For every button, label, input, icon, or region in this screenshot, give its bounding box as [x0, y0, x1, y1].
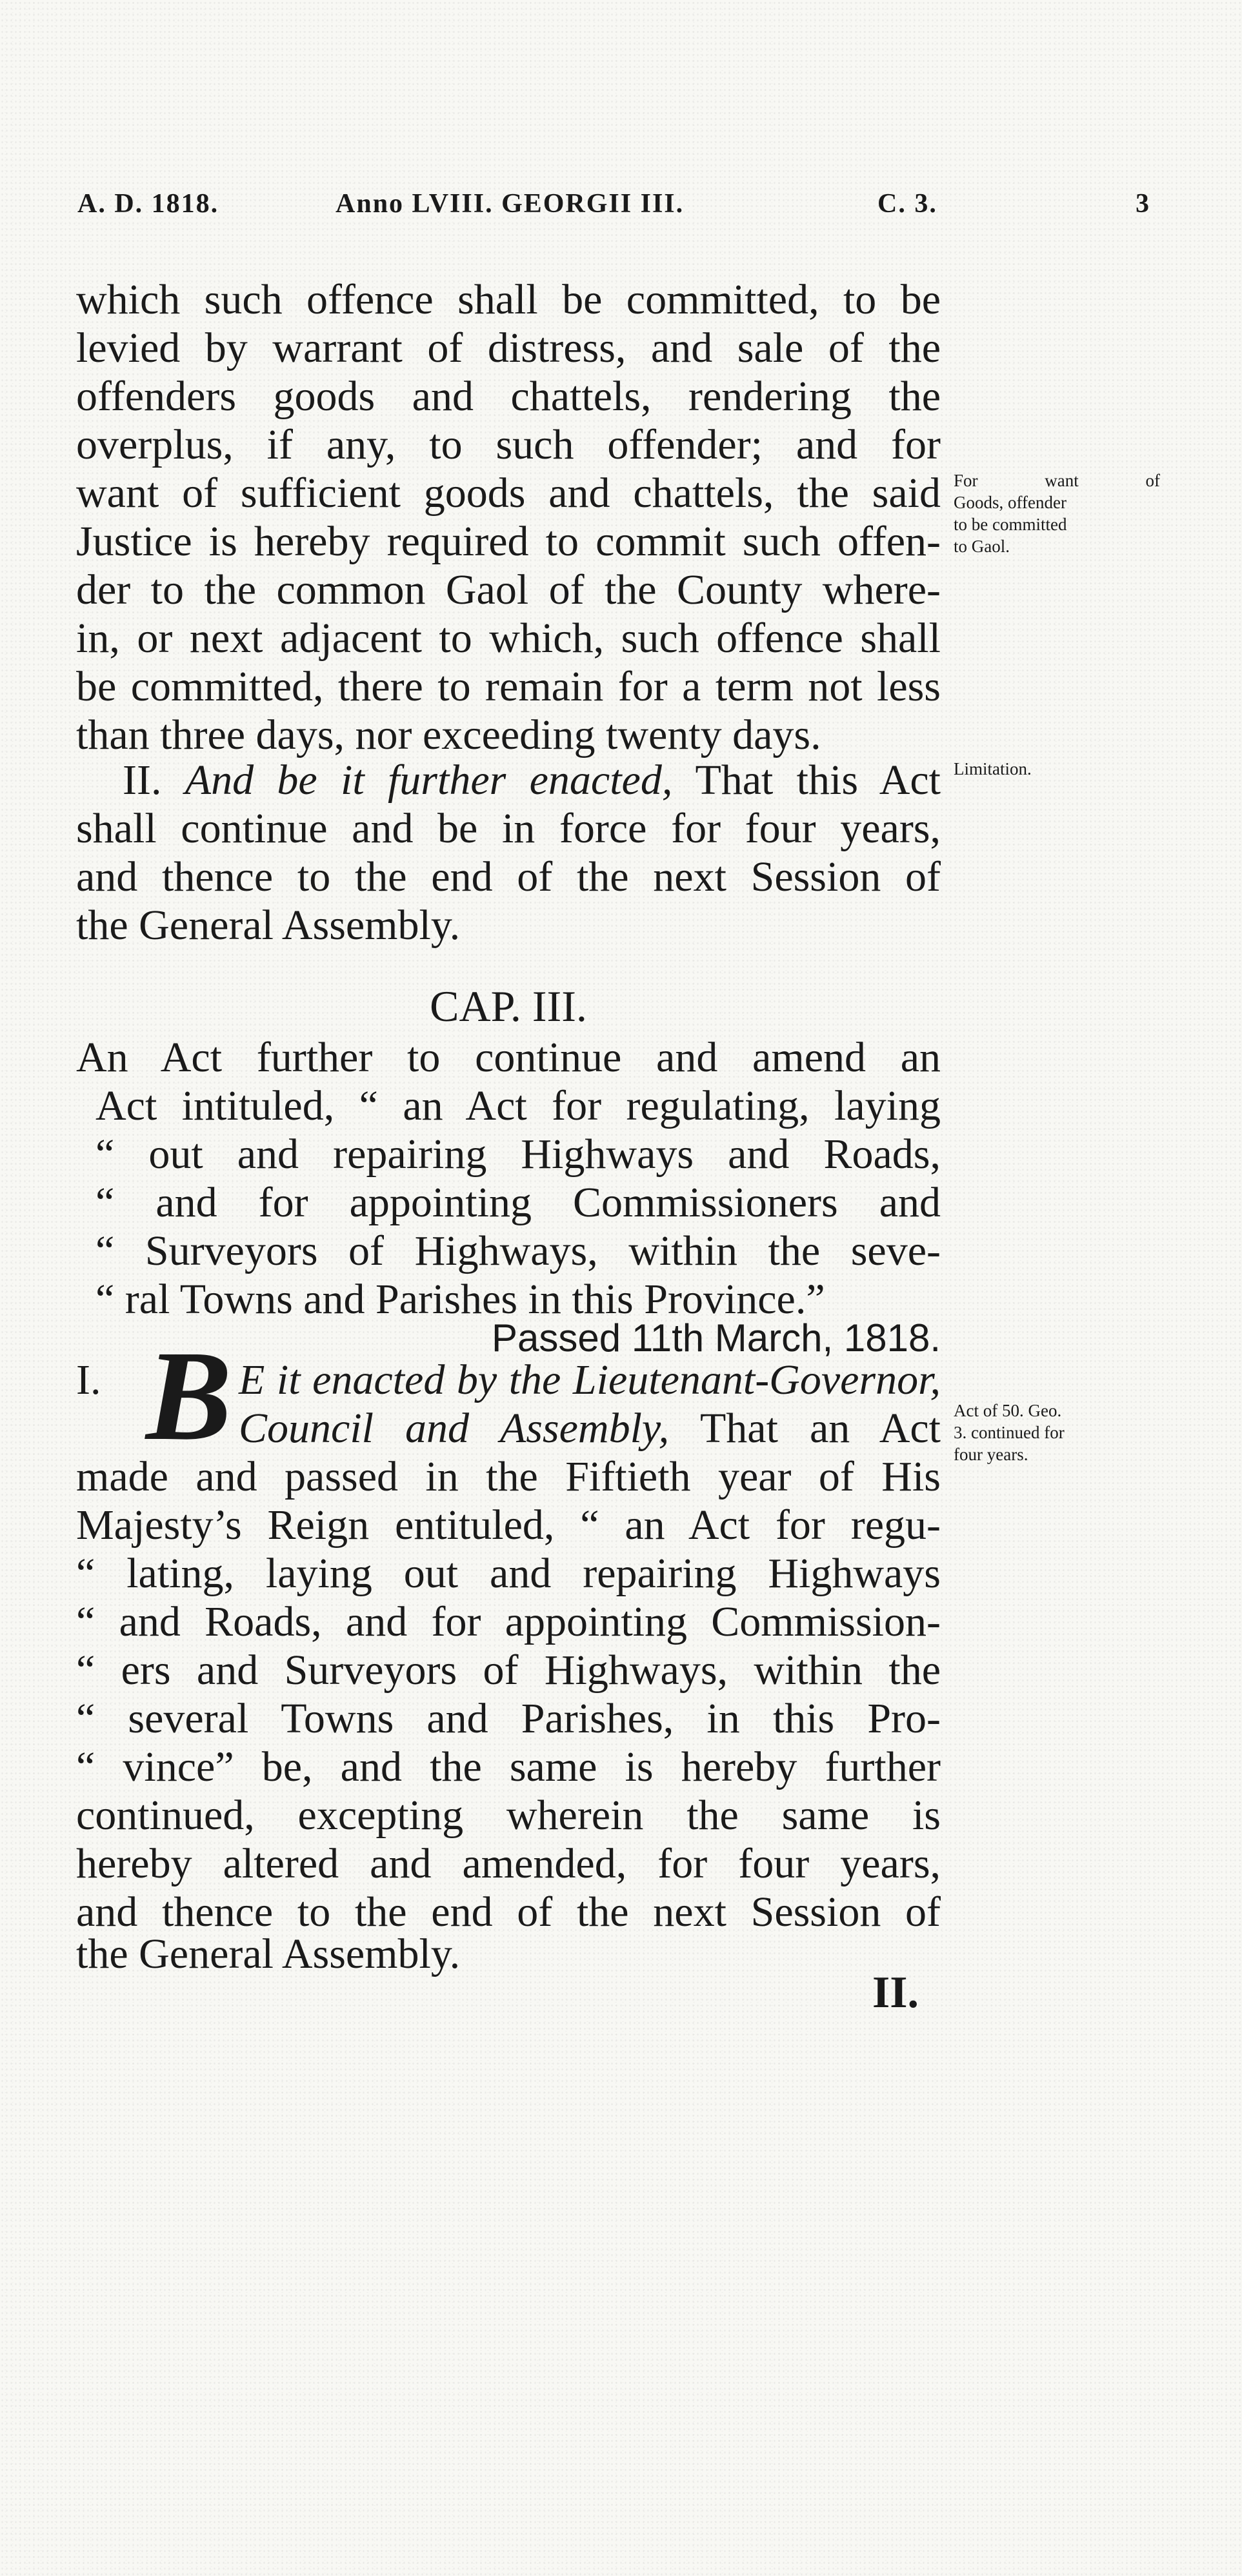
text-line: the General Assembly. [76, 902, 461, 949]
marginal-note-line: to Gaol. [954, 537, 1010, 556]
marginal-note-line: four years. [954, 1445, 1028, 1464]
section-number: II. [123, 757, 162, 804]
text-line: shall continue and be in force for four years, [76, 805, 941, 852]
passed-date: Passed 11th March, 1818. [492, 1316, 941, 1360]
act-title-line: An Act further to continue and amend an [76, 1034, 941, 1081]
running-head [77, 188, 1155, 233]
enacting-clause: And be it further enacted, [185, 757, 673, 804]
text-line: continued, excepting wherein the same is [76, 1792, 941, 1839]
text-line: overplus, if any, to such offender; and for [76, 421, 941, 468]
act-title-line: Act intituled, “ an Act for regulating, laying [95, 1082, 941, 1129]
text-line: the General Assembly. [76, 1930, 461, 1977]
text-line: be committed, there to remain for a term not less [76, 663, 941, 710]
text-line: “ ers and Surveyors of Highways, within the [76, 1647, 941, 1694]
section-2-first-line [123, 755, 941, 806]
marginal-note-line: to be committed [954, 515, 1067, 534]
text-line: and thence to the end of the next Session of [76, 1888, 941, 1936]
text-line: “ lating, laying out and repairing Highways [76, 1550, 941, 1597]
text-line: levied by warrant of distress, and sale of the [76, 324, 941, 372]
catchword: II. [872, 1968, 919, 2017]
marginal-note-line: Act of 50. Geo. [954, 1401, 1062, 1420]
header-chapter: C. 3. [877, 189, 937, 219]
chapter-heading: CAP. III. [430, 982, 587, 1031]
text-fragment: That this Act [695, 757, 941, 804]
act-title-line: “ and for appointing Commissioners and [95, 1179, 941, 1226]
marginal-note-line: For want of [954, 471, 1160, 490]
text-line: hereby altered and amended, for four years, [76, 1840, 941, 1887]
text-line: and thence to the end of the next Session of [76, 853, 941, 900]
marginal-note-limitation: Limitation. [954, 759, 1032, 778]
text-line: offenders goods and chattels, rendering the [76, 373, 941, 420]
text-line: “ several Towns and Parishes, in this Pro- [76, 1695, 941, 1742]
text-line: “ and Roads, and for appointing Commission- [76, 1598, 941, 1645]
marginal-note-gaol [954, 470, 1160, 557]
text-line: made and passed in the Fiftieth year of His [76, 1453, 941, 1500]
act-title-line: “ ral Towns and Parishes in this Province.” [95, 1276, 825, 1323]
text-line: than three days, nor exceeding twenty days. [76, 711, 821, 758]
text-line: which such offence shall be committed, to be [76, 276, 941, 323]
text-line: want of sufficient goods and chattels, the said [76, 470, 941, 517]
marginal-note-line: 3. continued for [954, 1423, 1065, 1442]
drop-cap: B [146, 1325, 232, 1467]
page-number: 3 [1136, 189, 1150, 219]
text-fragment: That an Act [699, 1405, 941, 1452]
marginal-note-act [954, 1400, 1160, 1465]
enacting-clause: E it enacted by the Lieutenant-Governor, [239, 1356, 941, 1403]
marginal-note-line: Goods, offender [954, 493, 1067, 512]
header-anno: Anno LVIII. GEORGII III. [336, 189, 685, 219]
section-1-second-line [239, 1403, 941, 1454]
enacting-clause: Council and Assembly, [239, 1405, 670, 1452]
text-line: Justice is hereby required to commit such offen- [76, 518, 941, 565]
act-title-line: “ out and repairing Highways and Roads, [95, 1131, 941, 1178]
header-year: A. D. 1818. [77, 189, 219, 219]
text-line: “ vince” be, and the same is hereby further [76, 1743, 941, 1790]
text-line: Majesty’s Reign entituled, “ an Act for regu- [76, 1501, 941, 1549]
section-number: I. [76, 1356, 101, 1403]
text-line: der to the common Gaol of the County where- [76, 566, 941, 613]
act-title-line: “ Surveyors of Highways, within the seve- [95, 1227, 941, 1274]
text-line: in, or next adjacent to which, such offence shall [76, 615, 941, 662]
